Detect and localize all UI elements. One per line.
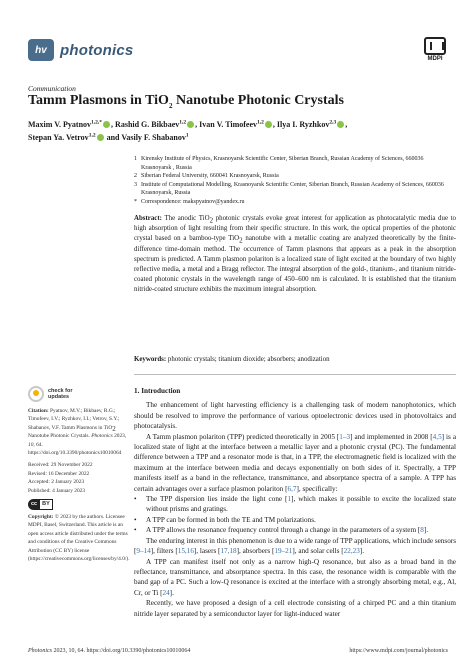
paragraph: The enhancement of light harvesting efficiency is a challenging task of modern nanophotonics, which should be resolved to improve the performance of various optoelectronic devices used in photovoltaics and photocatalysis.: [134, 401, 456, 431]
paragraph: [134, 557, 456, 599]
affiliation-item: [134, 172, 454, 181]
affiliation-item: [134, 155, 454, 172]
journal-logo[interactable]: [28, 39, 133, 61]
orcid-icon[interactable]: [265, 121, 272, 128]
reference-link[interactable]: 9–14: [136, 547, 151, 556]
list-text: The TPP dispersion lies inside the light cone [: [146, 495, 288, 504]
journal-icon: hv: [28, 39, 54, 61]
keywords-label: Keywords:: [134, 356, 167, 363]
orcid-icon[interactable]: [187, 121, 194, 128]
affiliation-mark: 3: [134, 181, 137, 188]
copyright-block: [28, 513, 132, 563]
article-body: [134, 386, 456, 619]
citation-subscript: 2: [112, 424, 116, 433]
journal-name: photonics: [60, 41, 134, 59]
citation-text: Nanotube Photonic Crystals.: [28, 433, 92, 440]
abstract-text: photonic crystals evoke great interest for application as photocatalytic media due to high absorption of light resulting from their specific structure. In this work, the optical properties of the photonic crystal based on a bamboo-type TiO: [134, 215, 457, 243]
check-updates-icon: [28, 386, 44, 402]
reference-link[interactable]: 24: [162, 588, 170, 597]
keywords: [134, 355, 456, 365]
author-name[interactable]: Vasily F. Shabanov: [121, 133, 186, 142]
affiliation-mark: 2: [134, 173, 137, 180]
check-updates-line: check for: [48, 387, 73, 394]
paragraph-text: ] and implemented in 2008 [: [350, 432, 433, 441]
citation-text: Pyatnov, M.V.; Bikbaev, R.G.; Timofeev, I.V.; Ryzhkov, I.I.; Vetrov, S.Y.; Shabanov, V.F. Tamm Plasmons in TiO: [28, 408, 120, 431]
list-text: A TPP can be formed in both the TE and TM polarizations.: [146, 515, 316, 524]
footer-journal: Photonics: [28, 648, 52, 654]
citation-volume: 10: [28, 441, 34, 448]
and-word: and: [106, 133, 120, 142]
correspondence: [134, 198, 454, 207]
page-footer: [28, 648, 448, 654]
list-text: ].: [423, 526, 429, 535]
author-affil-mark: 1,2: [257, 119, 264, 126]
list-text: A TPP allows the resonance frequency control through a change in the parameters of a system [: [146, 526, 421, 535]
paragraph: [134, 432, 456, 494]
footer-citation: [28, 648, 190, 654]
abstract-subscript: 2: [209, 216, 214, 225]
check-for-updates-button[interactable]: [28, 386, 132, 402]
section-divider: [134, 374, 456, 375]
dates-block: [28, 461, 132, 495]
author-line-2: [28, 131, 448, 144]
section-heading: 1. Introduction: [134, 387, 181, 395]
list-item: [134, 515, 456, 525]
footer-journal-link[interactable]: https://www.mdpi.com/journal/photonics: [349, 648, 448, 654]
by-icon: BY: [40, 499, 53, 510]
author-name[interactable]: Rashid G. Bikbaev: [115, 120, 180, 129]
paragraph-text: ] is a localized state of light at the interface between a metallic layer and a photonic crystal (PC). The fundamental difference between a TPP and a resonator mode is that, in a TPP, the electromagnetic field is localized with the maximum at the interface between media and decays exponentially on both sides of it. Spectrally, a TPP manifests itself as a band in the reflectance, transmittance, and absorptance spectra of a sample. A TPP has certain advantages over a surface plasmon polariton [: [134, 432, 457, 493]
paragraph-text: The enduring interest in this phenomenon is due to a wide range of TPP applications, which include sensors [: [134, 536, 456, 556]
author-affil-mark: 1,2: [179, 119, 187, 126]
abstract-text: The anodic TiO: [161, 215, 210, 222]
reference-link[interactable]: 8: [420, 526, 424, 535]
article-info-sidebar: [28, 386, 132, 568]
author-name[interactable]: Maxim V. Pyatnov: [28, 120, 92, 129]
mdpi-logo-icon: [424, 37, 446, 55]
citation-block: [28, 407, 132, 457]
affiliation-text: Institute of Computational Modelling, Krasnoyarsk Scientific Center, Siberian Branch, Russian Academy of Sciences, 660036 Krasnoyarsk, Russia: [141, 181, 444, 197]
title-part: Nanotube Photonic Crystals: [172, 93, 344, 108]
paragraph: Recently, we have proposed a design of a cell electrode consisting of a chirped PC and a thin titanium nitride layer separated by a semiconductor layer for light-induced water: [134, 599, 456, 618]
publisher-logo[interactable]: [424, 37, 446, 62]
author-affil-mark: 2,3: [329, 119, 337, 126]
affiliation-mark: *: [134, 198, 137, 205]
bullet-icon: •: [134, 515, 137, 524]
reference-link[interactable]: 4,5: [432, 432, 442, 441]
article-type: Communication: [28, 84, 76, 93]
paragraph-text: ], absorbers [: [236, 547, 275, 556]
list-text: ], which makes it possible to excite the localized state without prisms and gratings.: [146, 495, 457, 514]
abstract: [134, 214, 456, 296]
reference-link[interactable]: 15,16: [177, 547, 194, 556]
citation-label: Citation:: [28, 408, 49, 414]
paragraph-text: ], specifically:: [296, 484, 338, 493]
bullet-icon: •: [134, 495, 137, 504]
reference-link[interactable]: 1–3: [339, 432, 351, 441]
reference-link[interactable]: 1: [287, 495, 292, 504]
orcid-icon[interactable]: [97, 134, 104, 141]
publisher-name: MDPI: [427, 56, 443, 62]
list-item: [134, 494, 456, 515]
paragraph-text: A TPP can manifest itself not only as a narrow high-Q resonance, but also as a broad band in the reflectance, transmittance, and absorptance spectra. In this case, the resonance width is comparable with the band gap of a PC. Such a low-Q resonance is excited at the interface with a strongly absorbing metal, e.g., Al, Cr, or Ti [: [134, 557, 456, 597]
abstract-label: Abstract:: [134, 215, 162, 222]
author-affil-mark: 1: [185, 132, 189, 139]
accepted-date: Accepted: 2 January 2023: [28, 479, 85, 486]
author-affil-mark: 1,2: [88, 132, 96, 139]
reference-link[interactable]: 6,7: [287, 484, 297, 493]
paragraph-text: ].: [169, 588, 174, 597]
cc-by-license-icon[interactable]: [28, 499, 132, 510]
reference-link[interactable]: 17,18: [220, 547, 237, 556]
copyright-text: © 2023 by the authors. Licensee MDPI, Basel, Switzerland. This article is an open access article distributed under the terms and conditions of the Creative Commons Attribution (CC BY) license (https://creativecommons.org/licenses/by/4.0/).: [28, 514, 130, 563]
check-updates-line: updates: [48, 394, 70, 400]
orcid-icon[interactable]: [337, 121, 344, 128]
journal-header: [28, 35, 446, 69]
keywords-text: photonic crystals; titanium dioxide; absorbers; anodization: [166, 356, 330, 363]
author-name[interactable]: Ivan V. Timofeev: [199, 120, 258, 129]
author-name[interactable]: Ilya I. Ryzhkov: [276, 120, 330, 129]
citation-journal: Photonics: [91, 433, 113, 440]
author-list: [28, 118, 448, 144]
paragraph-text: A Tamm plasmon polariton (TPP) predicted theoretically in 2005 [: [146, 432, 340, 441]
paragraph-text: ].: [359, 547, 364, 556]
copyright-label: Copyright:: [28, 514, 54, 521]
bullet-icon: •: [134, 526, 137, 535]
title-subscript: 2: [168, 101, 173, 110]
citation-doi[interactable]: , 64. https://doi.org/10.3390/photonics10010064: [28, 441, 122, 457]
citation-year: 2023,: [112, 433, 127, 440]
abstract-text: nanotube with a metallic coating are analyzed theoretically by the finite-difference time-domain method. The occurrence of Tamm plasmons that appears as a peak in the absorption spectrum is predicted. A Tamm plasmon polariton is a localized state of light excited at the boundary of two highly reflective media, a metal and a Bragg reflector. The integral absorption of the gold-, titanium-, and titanium nitride-coated photonic crystals in the wavelength range of 450–600 nm is calculated. It is established that the titanium nitride-coated structure exhibits the maximum integral absorption.: [134, 235, 456, 294]
author-name[interactable]: Stepan Ya. Vetrov: [28, 133, 89, 142]
received-date: Received: 29 November 2022: [28, 462, 93, 469]
published-date: Published: 4 January 2023: [28, 487, 86, 494]
author-affil-mark: 1,2,*: [91, 119, 103, 126]
orcid-icon[interactable]: [103, 121, 110, 128]
article-title: [28, 93, 344, 109]
paragraph: [134, 536, 456, 557]
cc-icon: cc: [28, 499, 40, 510]
title-part: Tamm Plasmons in TiO: [28, 93, 169, 108]
paragraph-text: ], and solar cells [: [292, 547, 344, 556]
paragraph-text: ], lasers [: [193, 547, 221, 556]
affiliation-text: Kirensky Institute of Physics, Krasnoyarsk Scientific Center, Siberian Branch, Russian Academy of Sciences, 660036 Krasnoyarsk , Russia: [141, 156, 424, 171]
affiliation-text: Siberian Federal University, 660041 Krasnoyarsk, Russia: [141, 173, 279, 180]
paragraph-text: ], filters [: [150, 547, 178, 556]
list-item: [134, 525, 456, 535]
revised-date: Revised: 16 December 2022: [28, 470, 90, 477]
check-updates-label: [48, 388, 72, 401]
affiliations: [134, 155, 454, 207]
affiliation-mark: 1: [134, 156, 137, 162]
correspondence-text[interactable]: Correspondence: makspyatnov@yandex.ru: [141, 198, 245, 205]
reference-link[interactable]: 22,23: [343, 547, 360, 556]
footer-doi[interactable]: 2023, 10, 64. https://doi.org/10.3390/photonics10010064: [52, 648, 191, 654]
affiliation-item: [134, 181, 454, 198]
reference-link[interactable]: 19–21: [274, 547, 293, 556]
author-line-1: Maxim V. Pyatnov$^{1,2,*}$ , Rashid G. Bikbaev$^{1,2}$ , Ivan V. Timofeev$^{1,2}$ , Ilya I. Ryzhkov$^{2,3}$ ,: [28, 119, 348, 129]
abstract-subscript: 2: [239, 236, 243, 245]
